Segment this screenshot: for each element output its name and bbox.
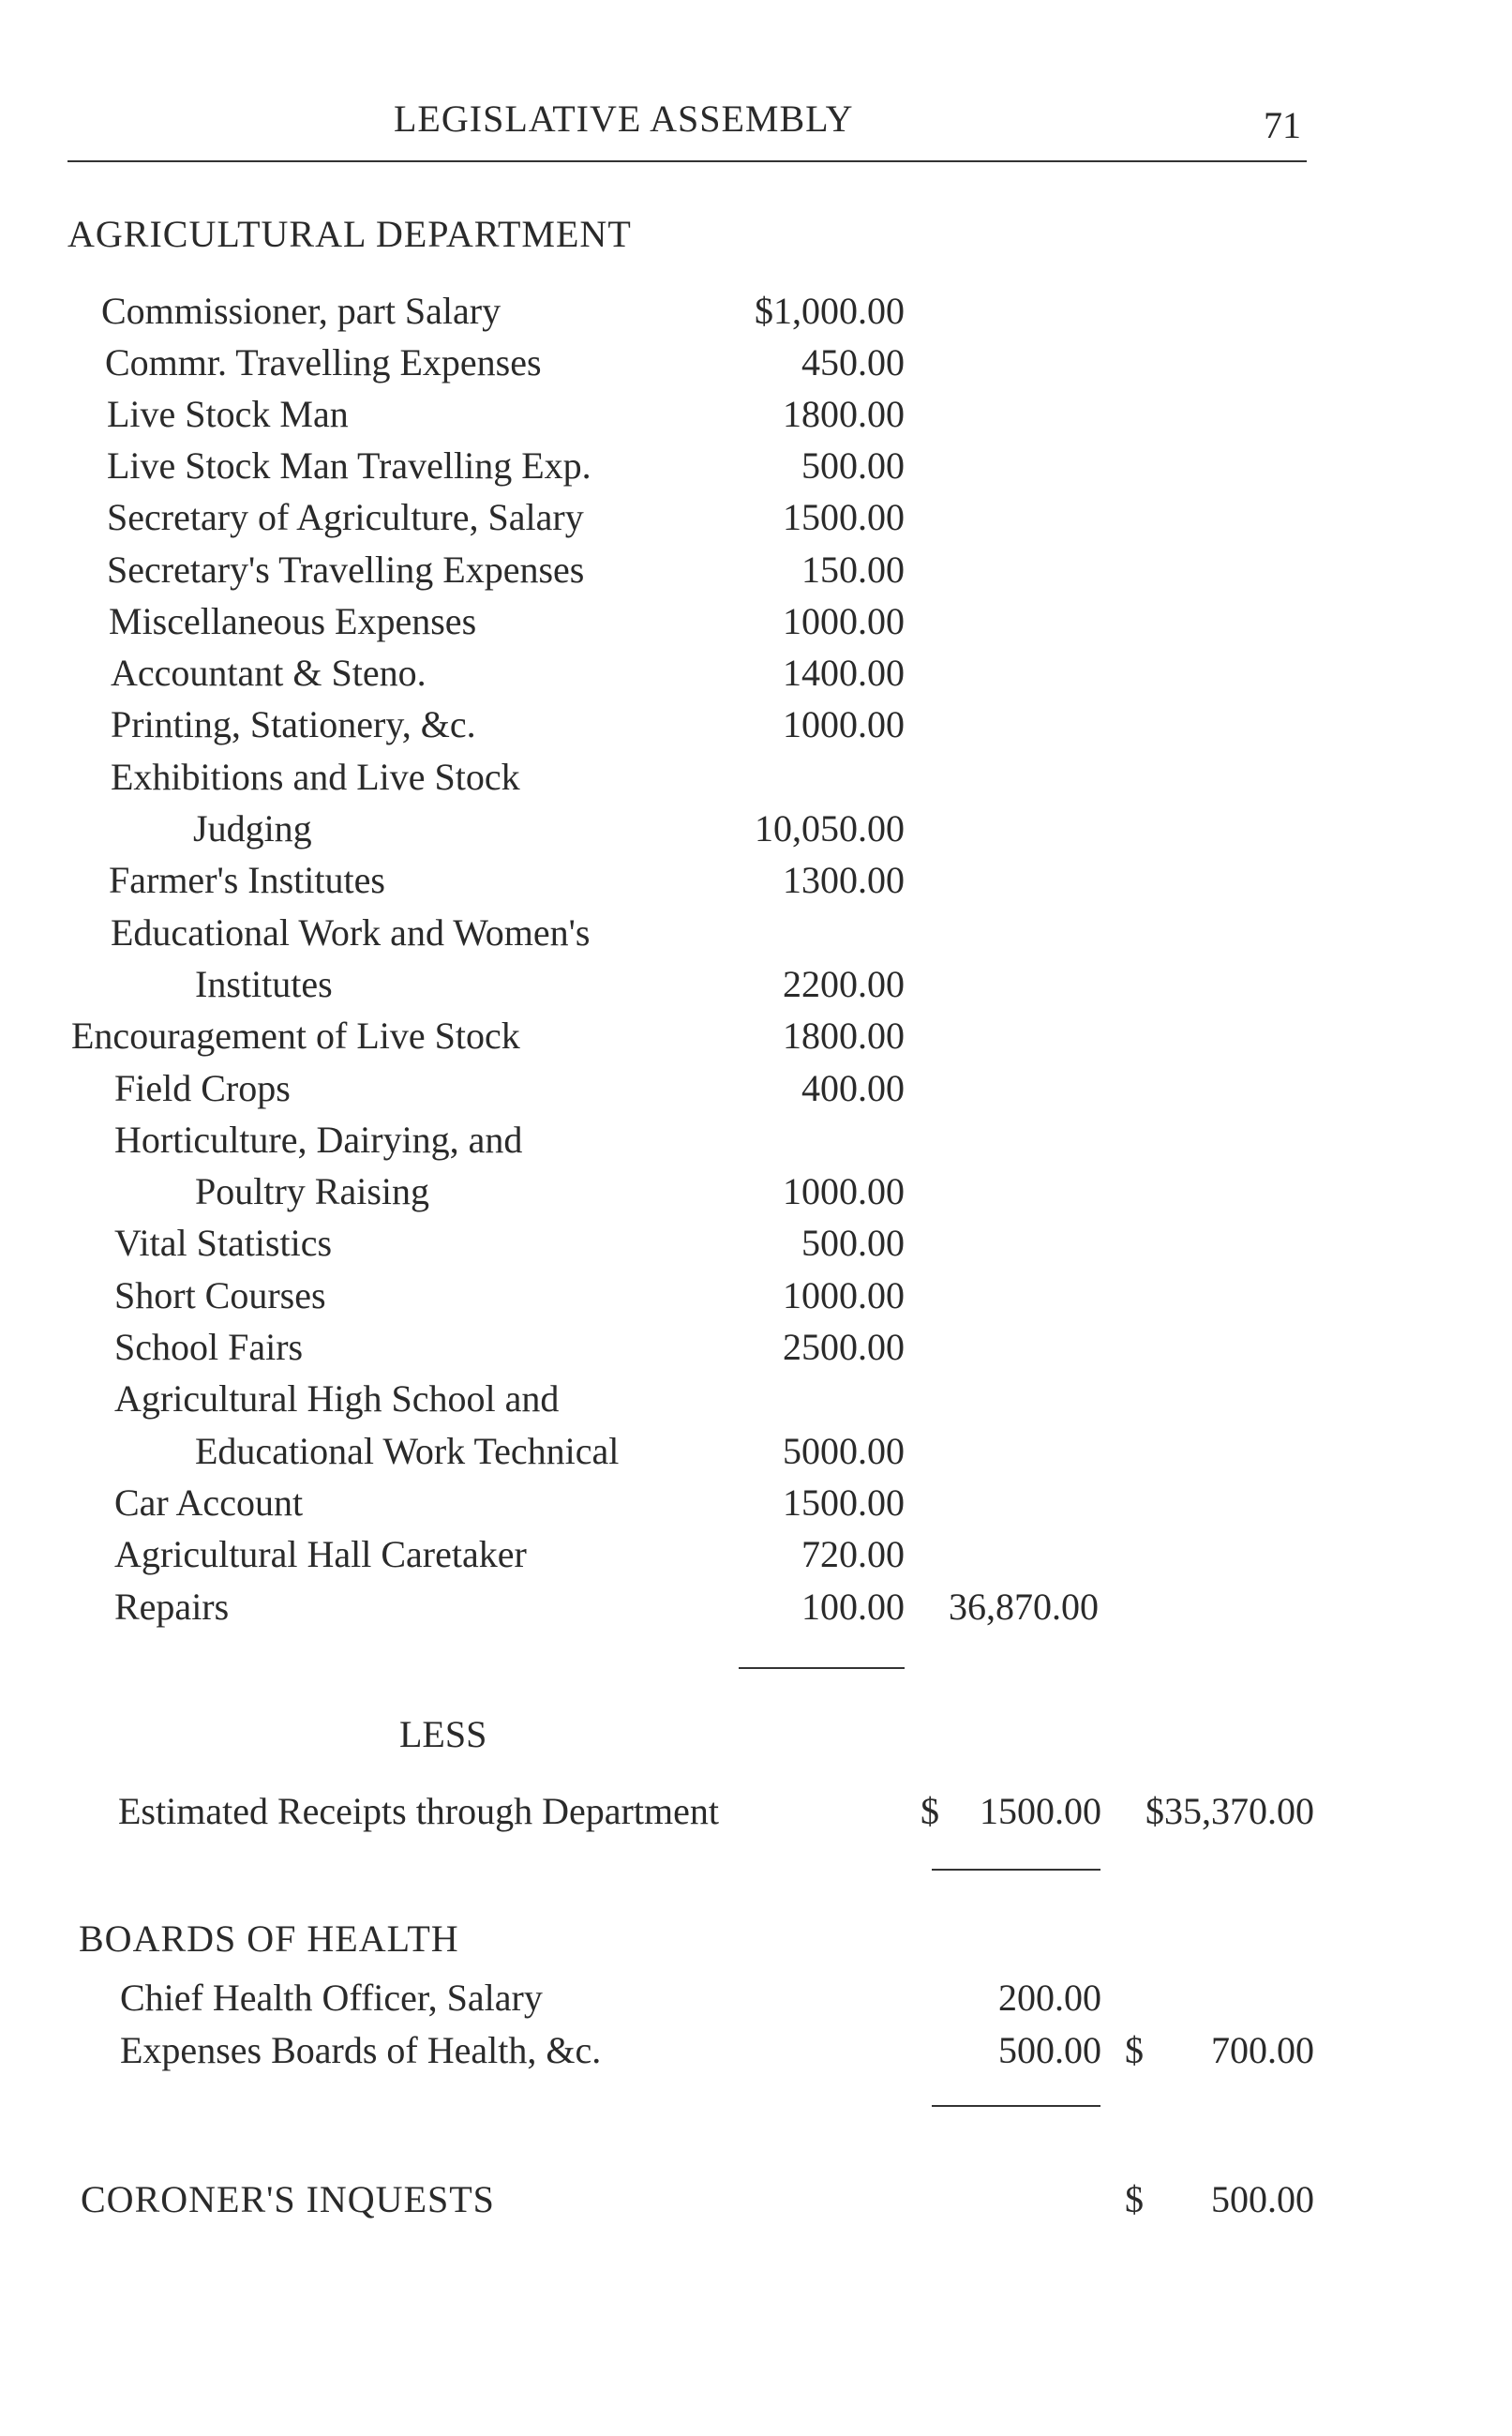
page-number: 71 xyxy=(1264,104,1301,146)
item-label: Expenses Boards of Health, &c. xyxy=(120,2029,602,2071)
receipts-currency: $ xyxy=(921,1790,939,1832)
item-amount: 2500.00 xyxy=(783,1326,905,1368)
item-amount: 1800.00 xyxy=(783,393,905,435)
running-title: LEGISLATIVE ASSEMBLY xyxy=(394,98,854,140)
item-label-continued: Educational Work Technical xyxy=(195,1430,620,1472)
health-rule xyxy=(932,2105,1100,2107)
item-label: Agricultural High School and xyxy=(114,1377,560,1420)
item-label: Accountant & Steno. xyxy=(111,652,427,694)
item-amount: 1400.00 xyxy=(783,652,905,694)
header-rule xyxy=(67,160,1307,162)
coroner-label: CORONER'S INQUESTS xyxy=(81,2178,495,2220)
item-amount: 1000.00 xyxy=(783,600,905,642)
item-label: Agricultural Hall Caretaker xyxy=(114,1533,527,1575)
item-label: Exhibitions and Live Stock xyxy=(111,756,520,798)
receipts-amount: 1500.00 xyxy=(980,1790,1101,1832)
item-amount: 450.00 xyxy=(801,341,905,383)
item-amount: 1500.00 xyxy=(783,1481,905,1524)
item-amount: 100.00 xyxy=(801,1586,905,1628)
receipts-rule xyxy=(932,1869,1100,1871)
item-amount: 500.00 xyxy=(998,2029,1101,2071)
item-label: Live Stock Man xyxy=(107,393,349,435)
section-heading-agricultural: AGRICULTURAL DEPARTMENT xyxy=(67,213,632,255)
item-label: Chief Health Officer, Salary xyxy=(120,1977,543,2019)
item-amount: 200.00 xyxy=(998,1977,1101,2019)
item-label: Farmer's Institutes xyxy=(109,859,385,901)
subtotal-rule xyxy=(739,1667,905,1669)
item-label: Miscellaneous Expenses xyxy=(109,600,477,642)
item-label: Commr. Travelling Expenses xyxy=(105,341,542,383)
net-total: $35,370.00 xyxy=(1145,1790,1314,1832)
less-heading: LESS xyxy=(399,1713,487,1755)
item-label: Horticulture, Dairying, and xyxy=(114,1119,523,1161)
item-label: Educational Work and Women's xyxy=(111,911,591,954)
item-amount: 1300.00 xyxy=(783,859,905,901)
section-heading-health: BOARDS OF HEALTH xyxy=(79,1917,459,1960)
item-label: Encouragement of Live Stock xyxy=(71,1015,520,1057)
item-label: Secretary's Travelling Expenses xyxy=(107,549,585,591)
item-amount: 2200.00 xyxy=(783,963,905,1005)
item-amount: 500.00 xyxy=(801,1222,905,1264)
item-label-continued: Institutes xyxy=(195,963,333,1005)
section-total: 36,870.00 xyxy=(949,1586,1099,1628)
item-amount: 5000.00 xyxy=(783,1430,905,1472)
item-label: Commissioner, part Salary xyxy=(101,290,502,332)
item-amount: 1800.00 xyxy=(783,1015,905,1057)
item-label: School Fairs xyxy=(114,1326,304,1368)
receipts-label: Estimated Receipts through Department xyxy=(118,1790,719,1832)
item-label: Secretary of Agriculture, Salary xyxy=(107,496,584,538)
health-currency: $ xyxy=(1125,2029,1144,2071)
item-amount: 400.00 xyxy=(801,1067,905,1109)
item-label-continued: Judging xyxy=(193,807,312,850)
item-amount: 720.00 xyxy=(801,1533,905,1575)
item-amount: 10,050.00 xyxy=(755,807,905,850)
coroner-amount: 500.00 xyxy=(1211,2178,1314,2220)
item-label-continued: Poultry Raising xyxy=(195,1170,430,1212)
item-label: Field Crops xyxy=(114,1067,291,1109)
item-amount: $1,000.00 xyxy=(755,290,905,332)
item-label: Short Courses xyxy=(114,1274,326,1316)
item-amount: 1500.00 xyxy=(783,496,905,538)
health-total: 700.00 xyxy=(1211,2029,1314,2071)
item-amount: 1000.00 xyxy=(783,1274,905,1316)
item-amount: 150.00 xyxy=(801,549,905,591)
item-label: Car Account xyxy=(114,1481,304,1524)
item-label: Vital Statistics xyxy=(114,1222,333,1264)
item-amount: 1000.00 xyxy=(783,703,905,745)
item-amount: 500.00 xyxy=(801,444,905,487)
item-label: Live Stock Man Travelling Exp. xyxy=(107,444,591,487)
coroner-currency: $ xyxy=(1125,2178,1144,2220)
item-amount: 1000.00 xyxy=(783,1170,905,1212)
item-label: Repairs xyxy=(114,1586,230,1628)
item-label: Printing, Stationery, &c. xyxy=(111,703,476,745)
